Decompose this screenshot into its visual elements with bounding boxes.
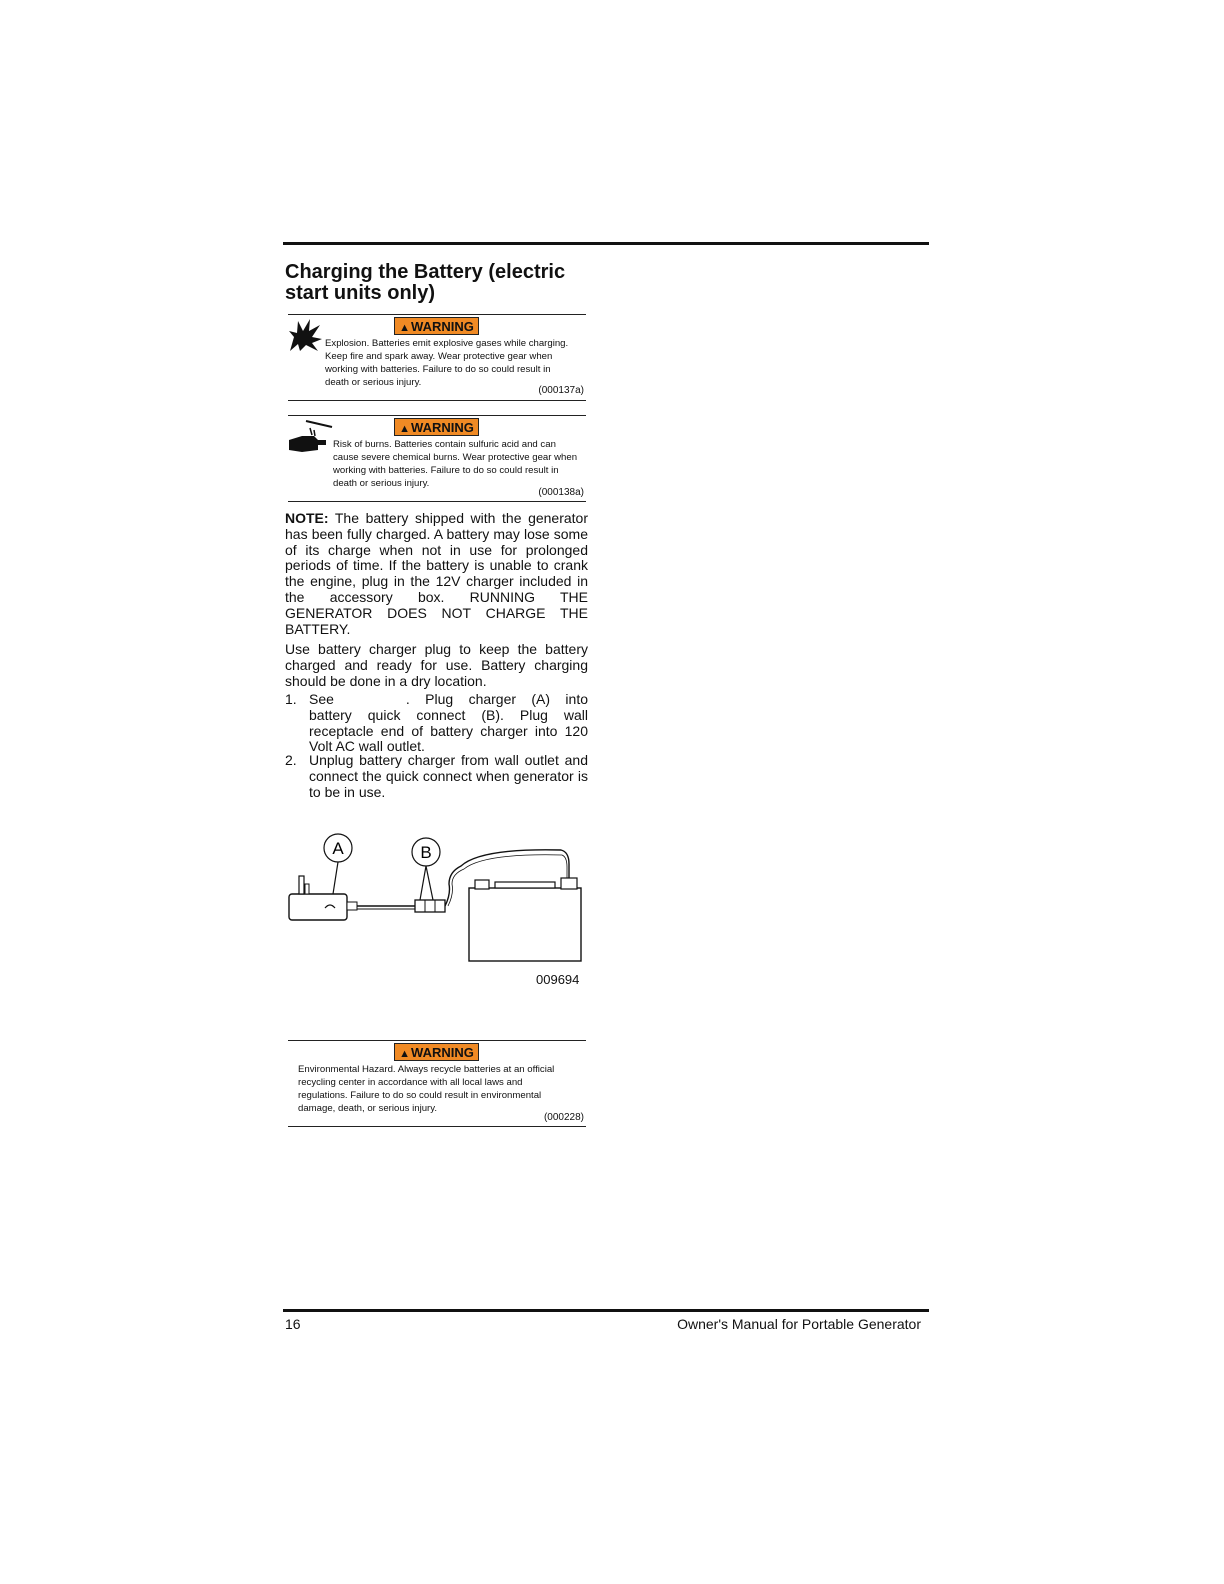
note-label: NOTE: bbox=[285, 510, 329, 526]
battery-charger bbox=[289, 894, 347, 920]
step-1 bbox=[285, 692, 588, 755]
warning-code: (000228) bbox=[543, 1112, 584, 1123]
step-2 bbox=[285, 753, 588, 800]
battery bbox=[469, 888, 581, 961]
charger-diagram bbox=[285, 828, 585, 973]
manual-title: Owner's Manual for Portable Generator bbox=[677, 1316, 921, 1332]
warning-badge: ▲WARNING bbox=[394, 418, 479, 436]
callout-a: A bbox=[332, 839, 344, 858]
step-text: Unplug battery charger from wall outlet and connect the quick connect when generator is to be in use. bbox=[309, 752, 588, 800]
warning-box-burns bbox=[288, 415, 586, 502]
warning-code: (000137a) bbox=[538, 385, 584, 396]
top-rule bbox=[283, 242, 929, 245]
warning-badge: ▲WARNING bbox=[394, 317, 479, 335]
charger-paragraph: Use battery charger plug to keep the battery charged and ready for use. Battery charging should be done in a dry location. bbox=[285, 641, 588, 689]
chemical-burn-icon bbox=[288, 418, 334, 461]
section-title: Charging the Battery (electric start units only) bbox=[285, 261, 566, 304]
note-text: The battery shipped with the generator has been fully charged. A battery may lose some of its charge when not in use for prolonged periods of time. If the battery is unable to crank the engine, plug in the 12V charger included in the accessory box. RUNNING THE GENERATOR DOES NOT CHARGE THE BATTERY. bbox=[285, 510, 588, 637]
step-text: See bbox=[309, 691, 334, 707]
step-number: 1. bbox=[285, 691, 297, 707]
bottom-rule bbox=[283, 1309, 929, 1312]
warning-code: (000138a) bbox=[538, 487, 584, 498]
page-number: 16 bbox=[285, 1316, 301, 1332]
warning-text: Explosion. Batteries emit explosive gases while charging. Keep fire and spark away. Wear protective gear when working with batteries. Failure to do so could result in death or serious injury. bbox=[325, 338, 569, 388]
explosion-icon bbox=[288, 317, 324, 358]
step-number: 2. bbox=[285, 752, 297, 768]
step-text: . Plug charger (A) into battery quick connect (B). Plug wall receptacle end of battery charger into 120 Volt AC wall outlet. bbox=[309, 691, 588, 755]
figure-code: 009694 bbox=[536, 972, 580, 987]
note-paragraph bbox=[285, 511, 588, 637]
warning-text: Risk of burns. Batteries contain sulfuric acid and can cause severe chemical burns. Wear protective gear when working with batteries. Failure to do so could result in death or serious injury. bbox=[333, 439, 578, 489]
warning-badge: ▲WARNING bbox=[394, 1043, 479, 1061]
callout-b: B bbox=[420, 843, 432, 862]
warning-box-explosion bbox=[288, 314, 586, 401]
quick-connect bbox=[415, 900, 445, 912]
warning-text: Environmental Hazard. Always recycle batteries at an official recycling center in accordance with all local laws and regulations. Failure to do so could result in environmental damage, death, or serious injury. bbox=[298, 1064, 555, 1114]
warning-box-environmental bbox=[288, 1040, 586, 1127]
